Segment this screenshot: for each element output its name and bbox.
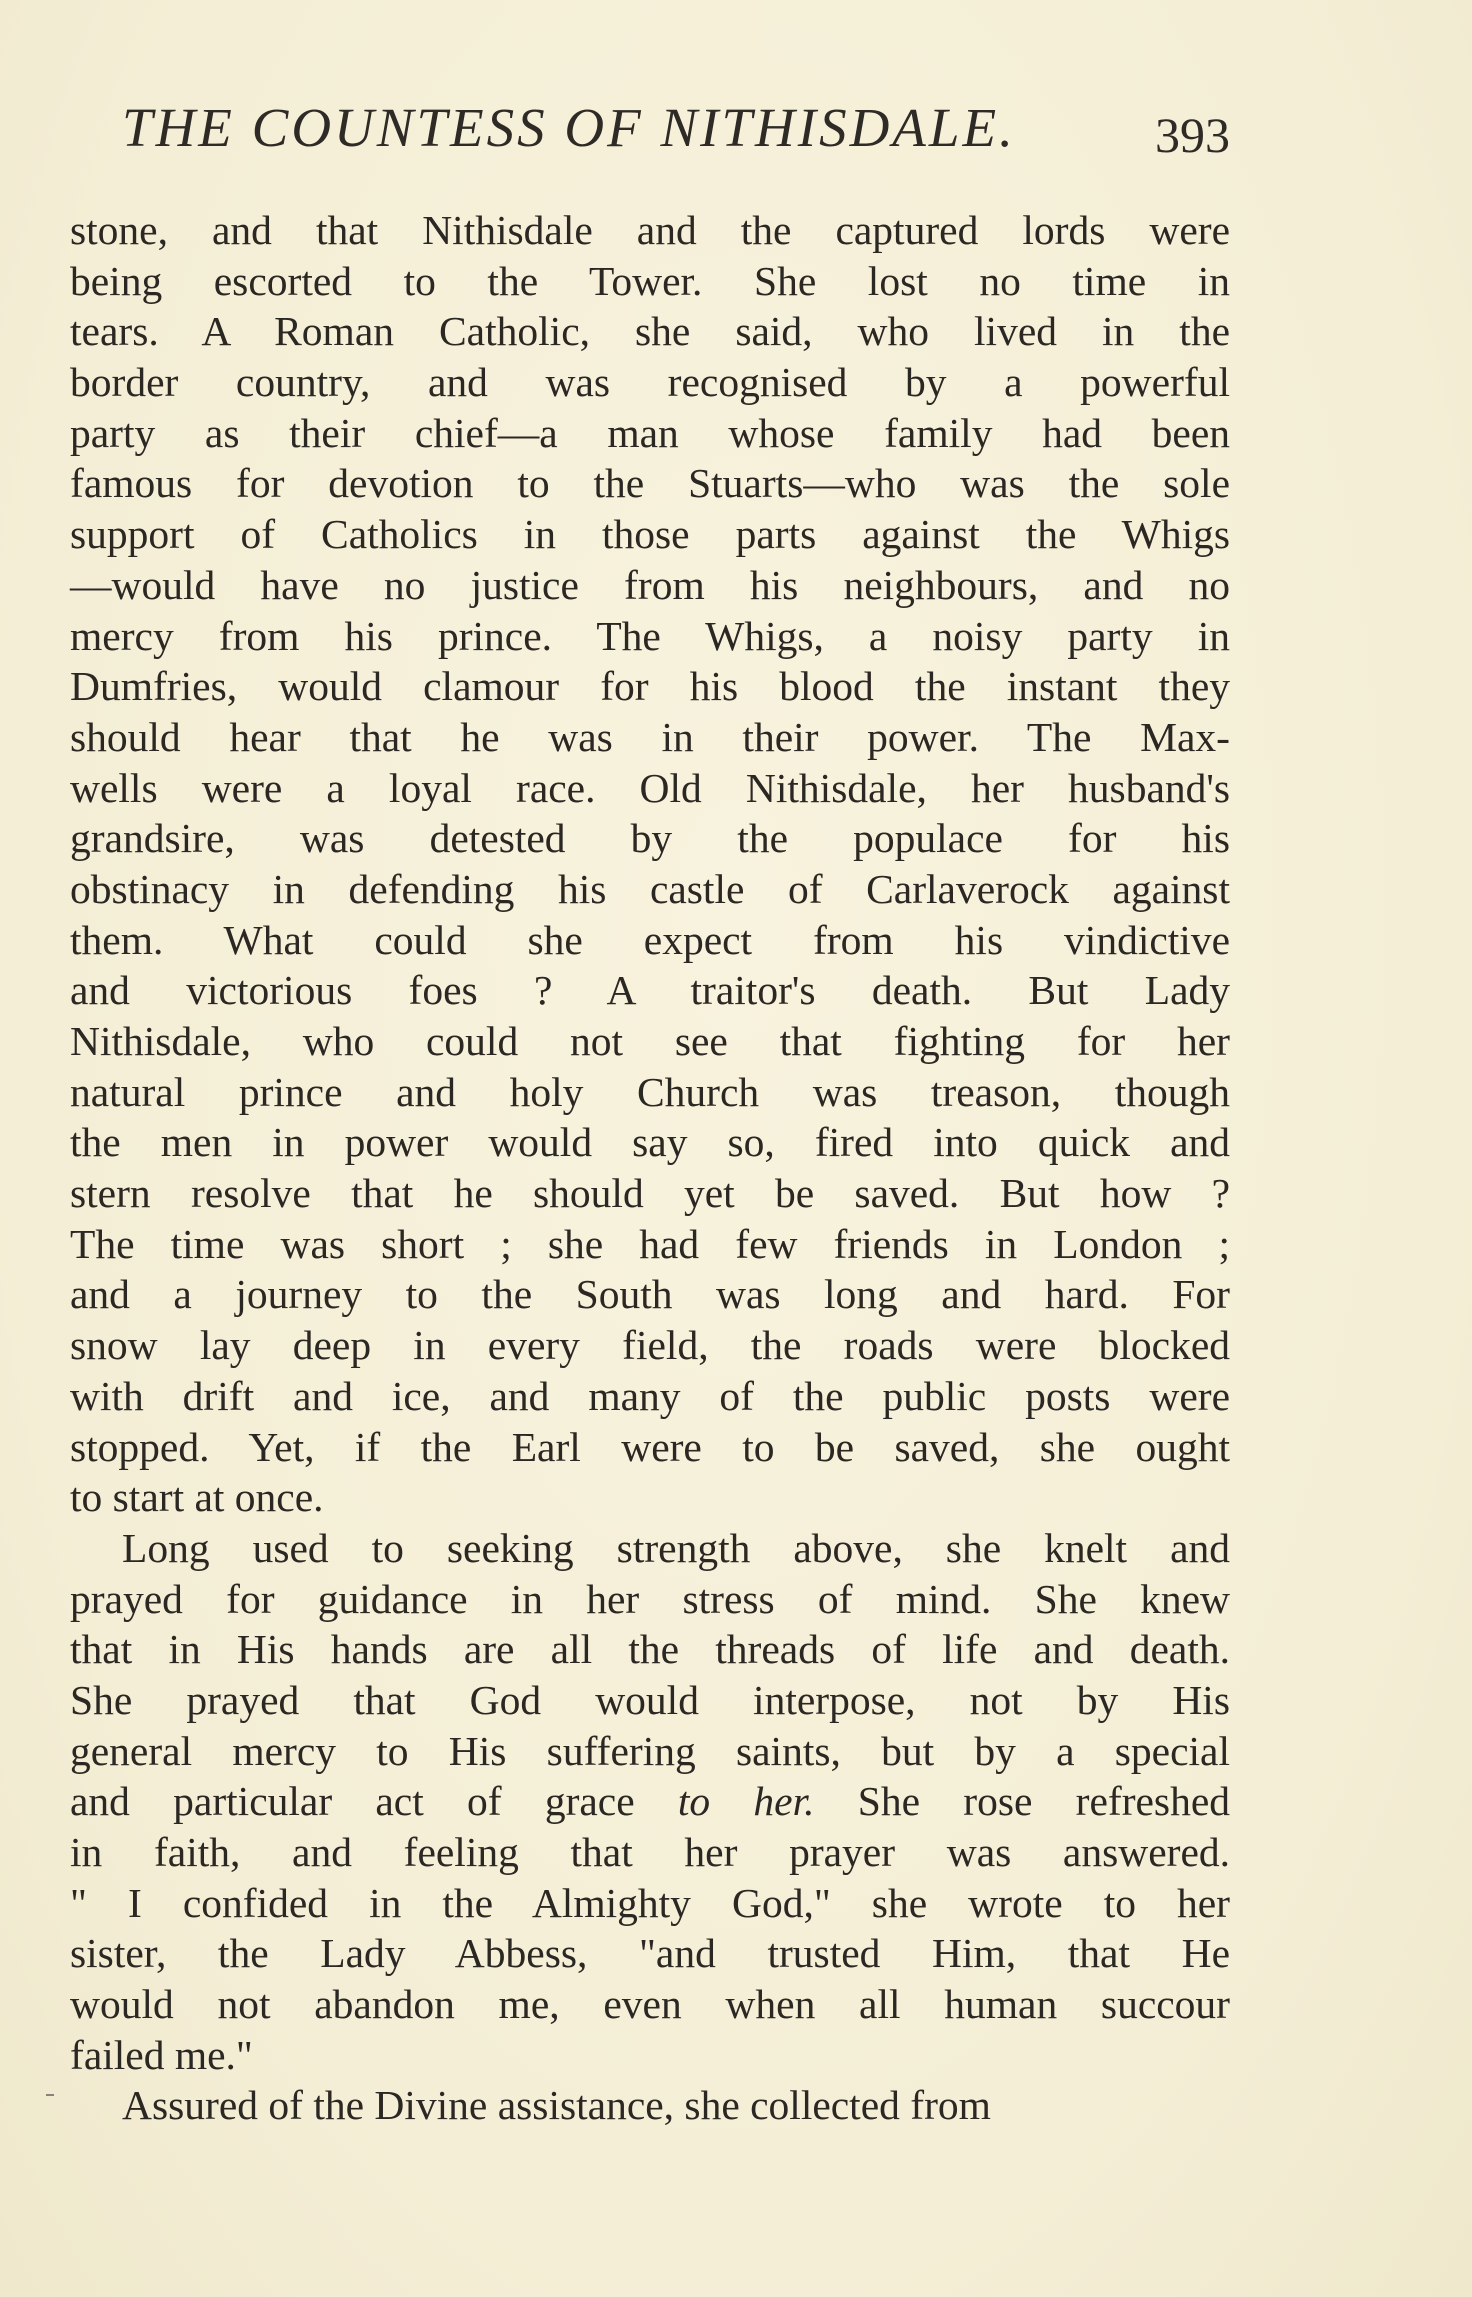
text-line: general mercy to His suffering saints, but by a special [70, 1727, 1230, 1774]
text-line: and victorious foes ? A traitor's death. But Lady [70, 967, 1230, 1014]
text-line: Dumfries, would clamour for his blood the instant they [70, 663, 1230, 710]
paragraph-start-line: Assured of the Divine assistance, she collected from [122, 2082, 991, 2129]
text-line: famous for devotion to the Stuarts—who was the sole [70, 460, 1230, 507]
text-line: would not abandon me, even when all human succour [70, 1981, 1230, 2028]
text-line: snow lay deep in every field, the roads were blocked [70, 1322, 1230, 1369]
text-line: natural prince and holy Church was treason, though [70, 1068, 1230, 1115]
text-line: them. What could she expect from his vindictive [70, 916, 1230, 963]
paragraph-start-line: Long used to seeking strength above, she knelt and [122, 1524, 1230, 1571]
text-line-with-emphasis [70, 1776, 1230, 1827]
text-segment: and particular act of grace [70, 1778, 678, 1825]
paragraph-end-line: to start at once. [70, 1474, 324, 1521]
text-line: She prayed that God would interpose, not by His [70, 1676, 1230, 1723]
text-line: sister, the Lady Abbess, "and trusted Him, that He [70, 1930, 1230, 1977]
text-line: and a journey to the South was long and hard. For [70, 1271, 1230, 1318]
page-number: 393 [1155, 107, 1230, 163]
text-line: stern resolve that he should yet be saved. But how ? [70, 1170, 1230, 1217]
text-line: The time was short ; she had few friends in London ; [70, 1220, 1230, 1267]
text-line: with drift and ice, and many of the public posts were [70, 1372, 1230, 1419]
text-line: tears. A Roman Catholic, she said, who lived in the [70, 308, 1230, 355]
text-line: mercy from his prince. The Whigs, a noisy party in [70, 612, 1230, 659]
text-line: wells were a loyal race. Old Nithisdale, her husband's [70, 764, 1230, 811]
body-text [70, 205, 1230, 2131]
text-line: that in His hands are all the threads of life and death. [70, 1626, 1230, 1673]
text-segment: She rose refreshed [814, 1778, 1230, 1825]
text-line: —would have no justice from his neighbours, and no [70, 561, 1230, 608]
text-line: support of Catholics in those parts against the Whigs [70, 511, 1230, 558]
text-line: being escorted to the Tower. She lost no time in [70, 257, 1230, 304]
text-line: Nithisdale, who could not see that fighting for her [70, 1018, 1230, 1064]
text-line: border country, and was recognised by a powerful [70, 359, 1230, 406]
text-line: prayed for guidance in her stress of mind. She knew [70, 1575, 1230, 1622]
text-line: obstinacy in defending his castle of Carlaverock against [70, 865, 1230, 912]
text-line: in faith, and feeling that her prayer was answered. [70, 1829, 1230, 1875]
text-line: stone, and that Nithisdale and the captured lords were [70, 207, 1230, 253]
text-line: grandsire, was detested by the populace for his [70, 815, 1230, 862]
running-title: THE COUNTESS OF NITHISDALE. [122, 97, 1016, 158]
text-line: the men in power would say so, fired into quick and [70, 1119, 1230, 1166]
italic-emphasis: to her. [677, 1778, 815, 1825]
page-header [70, 96, 1230, 166]
margin-mark [46, 2094, 54, 2096]
text-line: " I confided in the Almighty God," she wrote to her [70, 1879, 1230, 1926]
text-line: should hear that he was in their power. The Max- [70, 713, 1230, 760]
paragraph-end-line: failed me." [70, 2031, 253, 2078]
text-line: stopped. Yet, if the Earl were to be saved, she ought [70, 1423, 1230, 1470]
text-line: party as their chief—a man whose family had been [70, 409, 1230, 456]
